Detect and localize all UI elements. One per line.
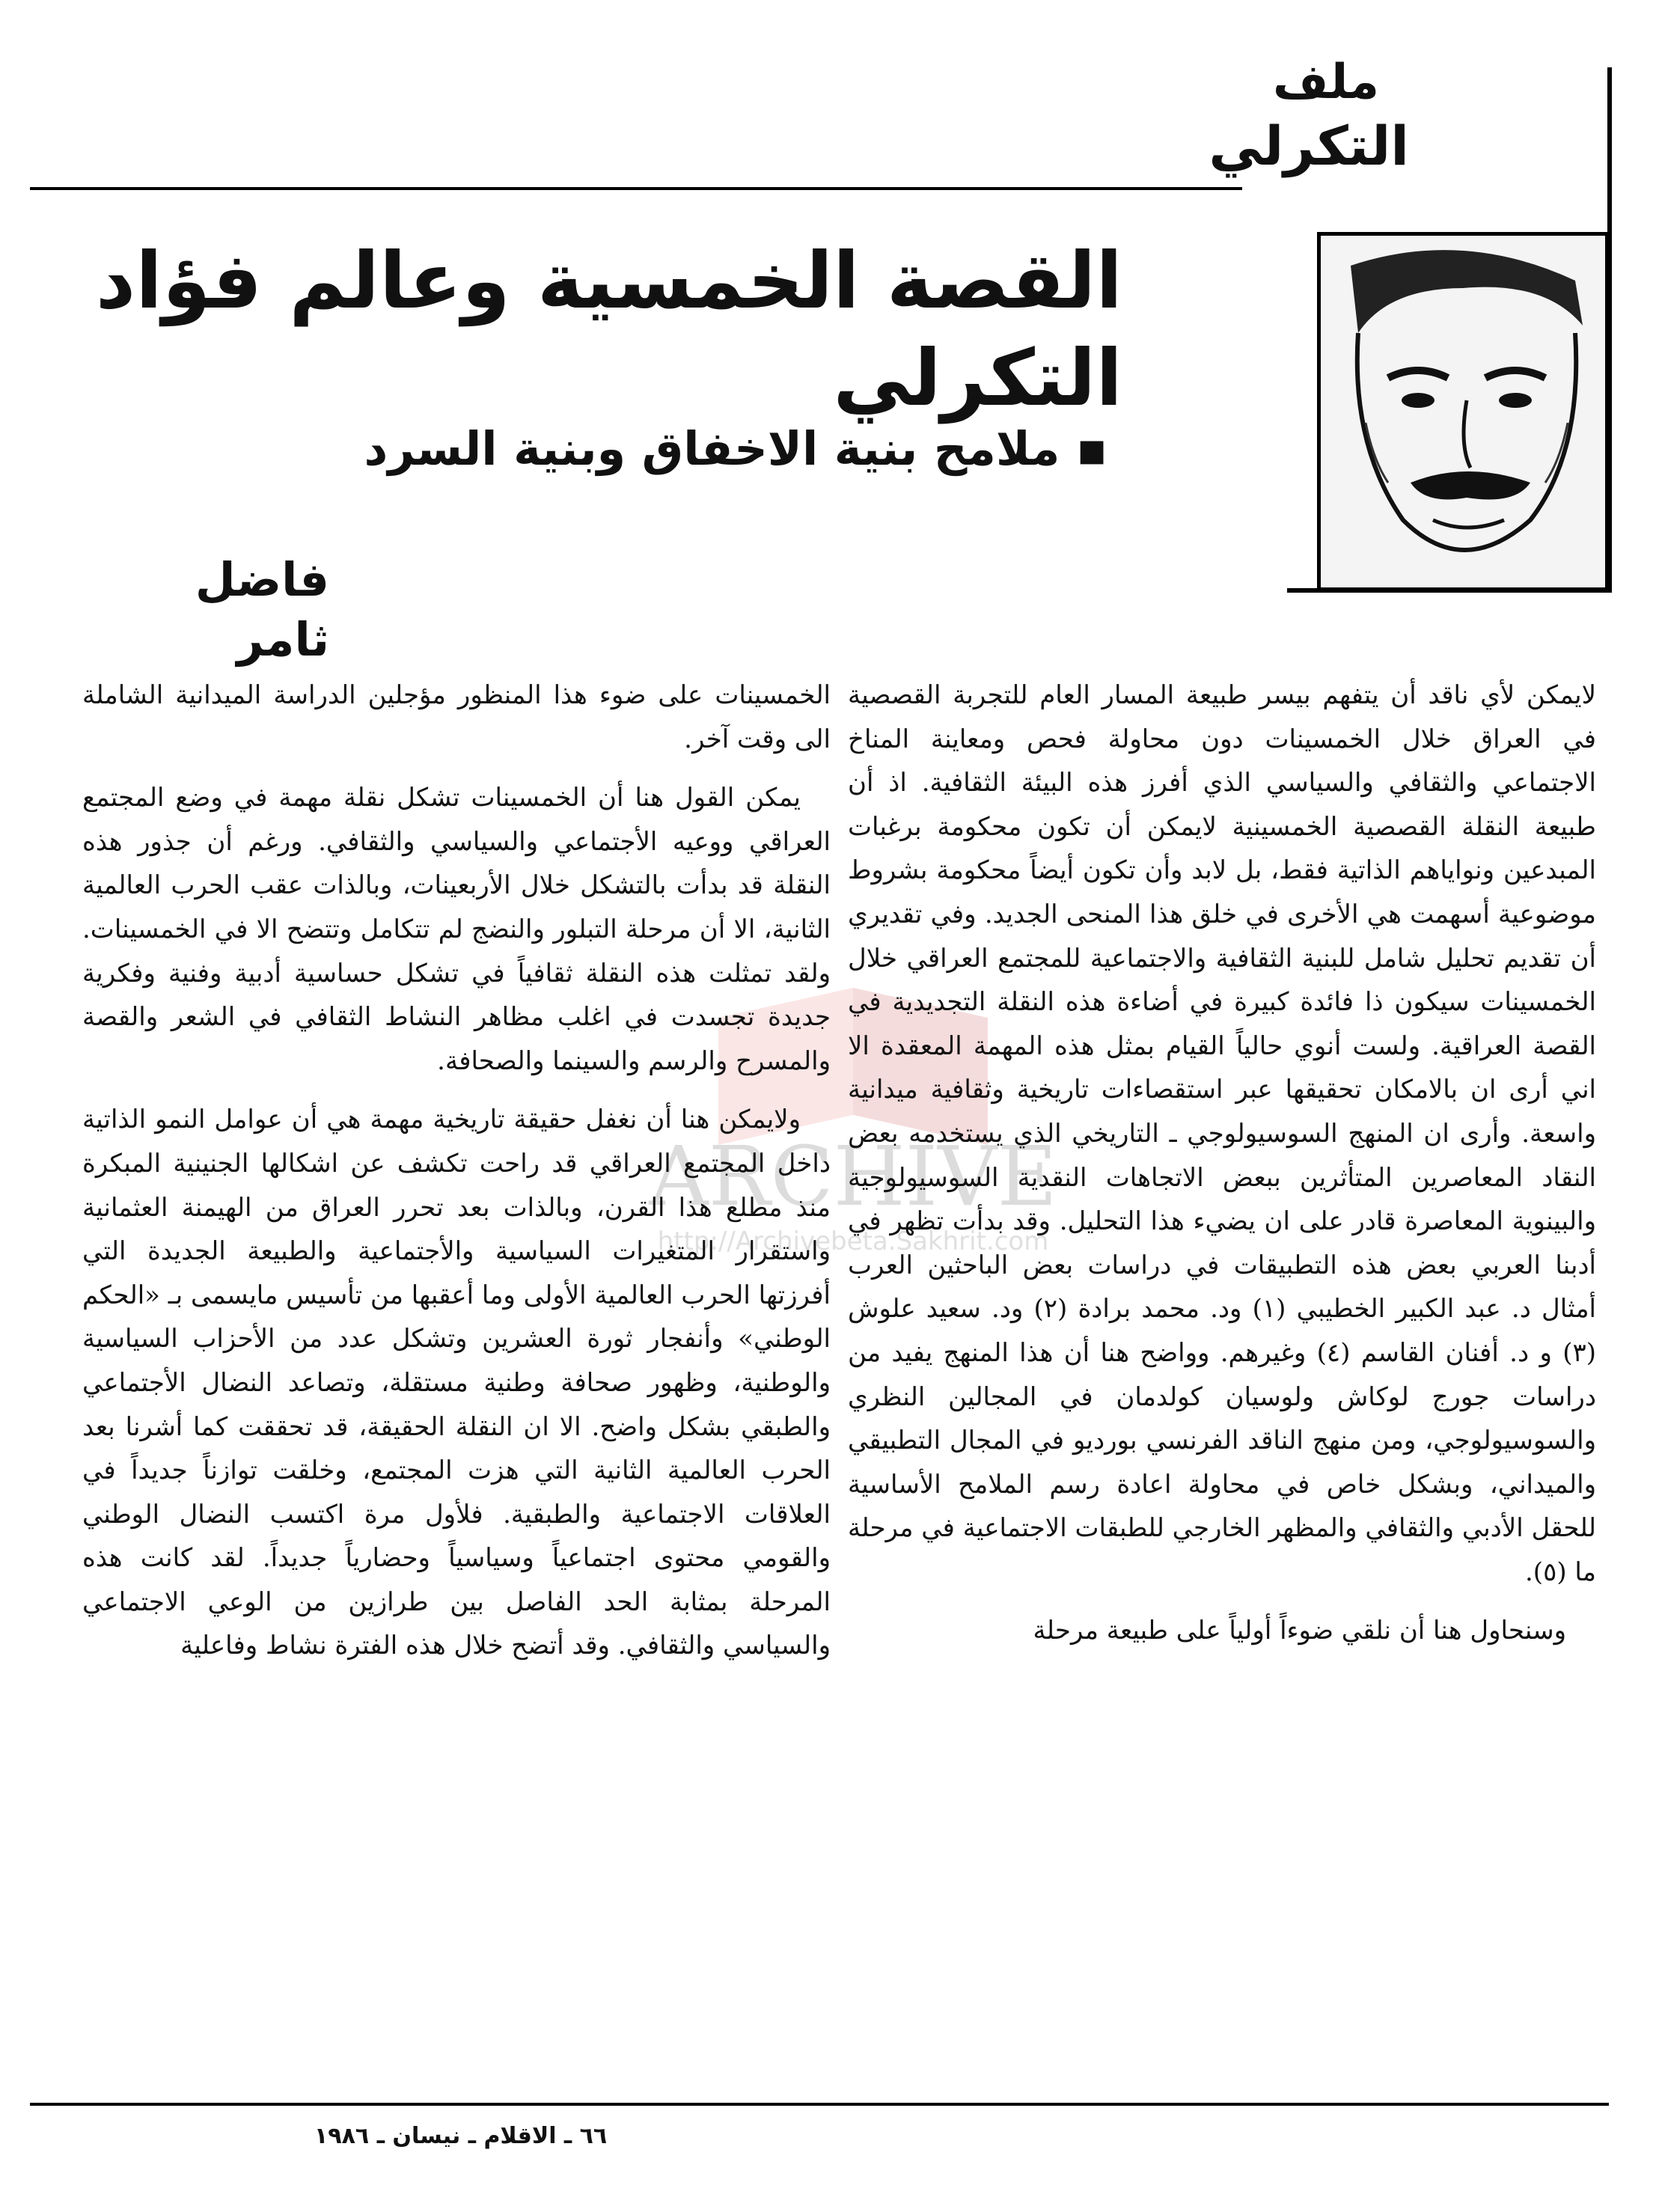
paragraph: الخمسينات على ضوء هذا المنظور مؤجلين الدراسة الميدانية الشاملة الى وقت آخر. <box>82 680 831 754</box>
watermark-url: http://Archivebeta.Sakhrit.com <box>657 1226 1049 1256</box>
footer-rule <box>30 2103 1609 2106</box>
article-title: القصة الخمسية وعالم فؤاد التكرلي <box>95 235 1122 424</box>
article-author: فاضل ثامر <box>195 552 329 667</box>
file-label <box>1209 52 1409 180</box>
paragraph: ولايمكن هنا أن نغفل حقيقة تاريخية مهمة هي أن عوامل النمو الذاتية داخل المجتمع العراقي قد راحت تكشف عن اشكالها الجنينية المبكرة منذ مطلع هذا القرن، وبالذات بعد تحرر العراق من الهيمنة العثمانية واستقرار المتغيرات السياسية والأجتماعية والطبيعة الجديدة التي أفرزتها الحرب العالمية الأولى وما أعقبها من تأسيس مايسمى بـ «الحكم الوطني» وأنفجار ثورة العشرين وتشكل عدد من الأحزاب السياسية والوطنية، وظهور صحافة وطنية مستقلة، وتصاعد النضال الأجتماعي والطبقي بشكل واضح. الا ان النقلة الحقيقة، قد تحققت كما أشرنا بعد الحرب العالمية الثانية التي هزت المجتمع، وخلقت توازناً جديداً في العلاقات الاجتماعية والطبقية. فلأول مرة اكتسب النضال الوطني والقومي محتوى اجتماعياً وسياسياً وحضارياً جديداً. لقد كانت هذه المرحلة بمثابة الحد الفاصل بين طرازين من الوعي الاجتماعي والسياسي والثقافي. وقد أتضح خلال هذه الفترة نشاط وفاعلية <box>82 1105 831 1661</box>
article-subtitle: ▪ ملامح بنية الاخفاق وبنية السرد <box>364 421 1107 476</box>
page-footer: ٦٦ ـ الاقلام ـ نيسان ـ ١٩٨٦ <box>314 2123 608 2149</box>
author-portrait-image <box>1317 232 1609 591</box>
paragraph: يمكن القول هنا أن الخمسينات تشكل نقلة مهمة في وضع المجتمع العراقي ووعيه الأجتماعي والسياسي والثقافي. ورغم أن جذور هذه النقلة قد بدأت بالتشكل خلال الأربعينات، وبالذات عقب الحرب العالمية الثانية، الا أن مرحلة التبلور والنضج لم تتكامل وتتضح الا في الخمسينات. ولقد تمثلت هذه النقلة ثقافياً في تشكل حساسية أدبية وفنية وفكرية جديدة تجسدت في اغلب مظاهر النشاط الثقافي في الشعر والقصة والمسرح والرسم والسينما والصحافة. <box>82 783 831 1076</box>
file-label-line2: التكرلي <box>1209 114 1409 177</box>
watermark-word: ARCHIVE <box>649 1128 1057 1224</box>
file-label-line1: ملف <box>1273 55 1379 110</box>
paragraph: لايمكن لأي ناقد أن يتفهم بيسر طبيعة المسار العام للتجربة القصصية في العراق خلال الخمسينات دون محاولة فحص ومعاينة المناخ الاجتماعي والثقافي والسياسي الذي أفرز هذه البيئة الثقافية. اذ أن طبيعة النقلة القصصية الخمسينية لايمكن أن تكون محكومة برغبات المبدعين ونواياهم الذاتية فقط، بل لابد وأن تكون أيضاً محكومة بشروط موضوعية أسهمت هي الأخرى في خلق هذا المنحى الجديد. وفي تقديري أن تقديم تحليل شامل للبنية الثقافية والاجتماعية للمجتمع العراقي خلال الخمسينات سيكون ذا فائدة كبيرة في أضاءة هذه النقلة التجديدية في القصة العراقية. ولست أنوي حالياً القيام بمثل هذه المهمة المعقدة الا اني أرى ان بالامكان تحقيقها عبر استقصاءات تاريخية وثقافية ميدانية واسعة. وأرى ان المنهج السوسيولوجي ـ التاريخي الذي يستخدمه بعض النقاد المعاصرين المتأثرين ببعض الاتجاهات النقدية السوسيولوجية والبينوية المعاصرة قادر على ان يضيء هذا التحليل. وقد بدأت تظهر في أدبنا العربي بعض هذه التطبيقات في دراسات بعض الباحثين العرب أمثال د. عبد الكبير الخطيبي (١) ود. محمد برادة (٢) ود. سعيد علوش (٣) و د. أفنان القاسم (٤) وغيرهم. وواضح هنا أن هذا المنهج يفيد من دراسات جورج لوكاش ولوسيان كولدمان في المجالين النظري والسوسيولوجي، ومن منهج الناقد الفرنسي بورديو في المجال التطبيقي والميداني، وبشكل خاص في محاولة اعادة رسم الملامح الأساسية للحقل الأدبي والثقافي والمظهر الخارجي للطبقات الاجتماعية في مرحلة ما (٥). <box>848 680 1596 1587</box>
article-column-right <box>848 673 1596 1668</box>
article-column-left <box>82 673 831 1683</box>
paragraph: وسنحاول هنا أن نلقي ضوءاً أولياً على طبيعة مرحلة <box>1033 1616 1566 1646</box>
header-rule <box>30 187 1242 190</box>
